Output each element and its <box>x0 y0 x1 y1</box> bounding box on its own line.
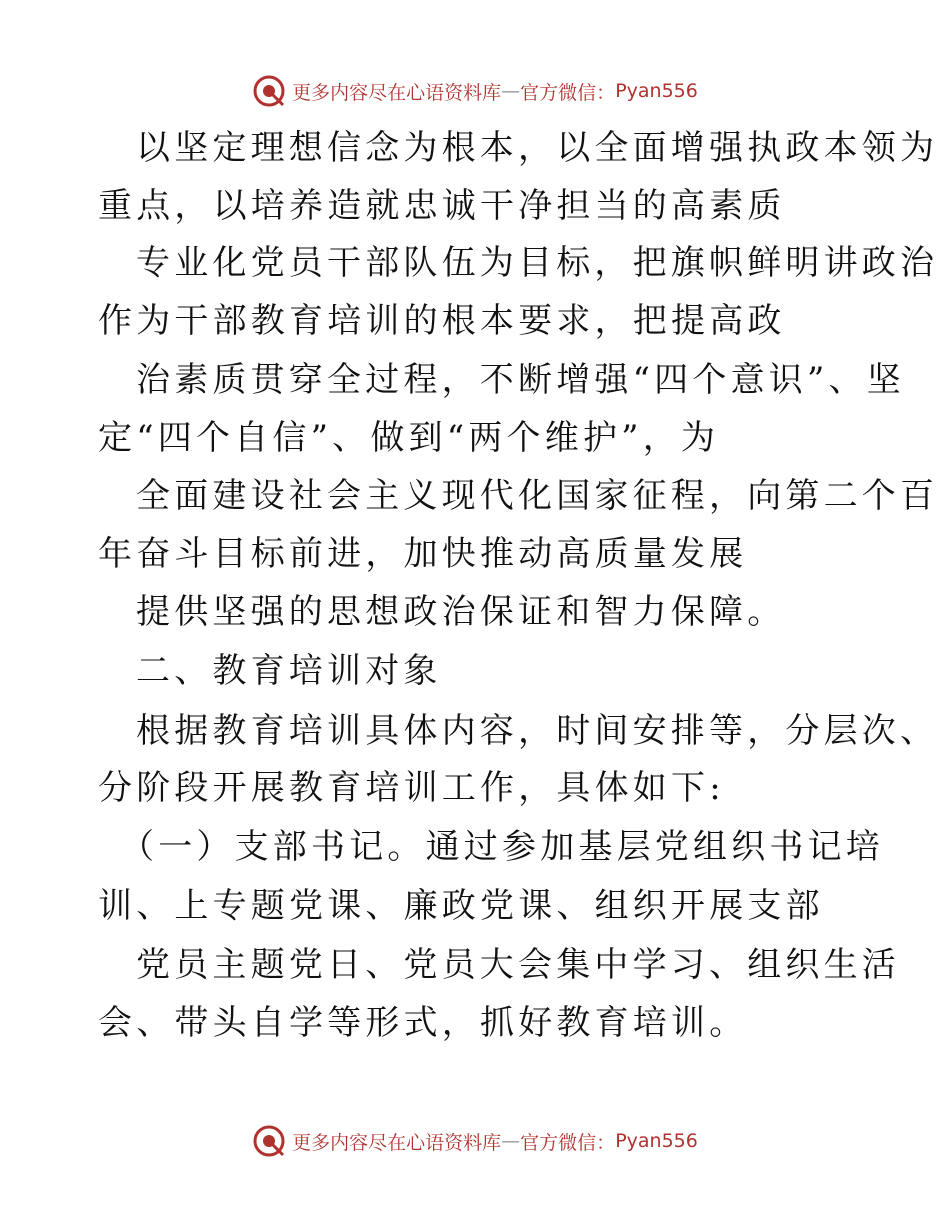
watermark-wechat-id: Pyan556 <box>615 1130 698 1152</box>
text-line: 重点，以培养造就忠诚干净担当的高素质 <box>98 186 786 226</box>
text-line: 专业化党员干部队伍为目标，把旗帜鲜明讲政治 <box>136 243 939 283</box>
watermark-separator: — <box>501 1130 521 1152</box>
watermark-separator: — <box>501 80 521 102</box>
text-line: 以坚定理想信念为根本，以全面增强执政本领为 <box>136 128 939 168</box>
text-line: 分阶段开展教育培训工作，具体如下: <box>98 768 725 808</box>
text-line: 训、上专题党课、廉政党课、组织开展支部 <box>98 886 824 926</box>
text-line: 定“四个自信”、做到“两个维护”，为 <box>98 418 720 458</box>
text-line: 全面建设社会主义现代化国家征程，向第二个百 <box>136 476 939 516</box>
watermark-header <box>0 71 950 111</box>
text-line: 提供坚强的思想政治保证和智力保障。 <box>136 592 786 632</box>
text-line: 会、带头自学等形式，抓好教育培训。 <box>98 1003 748 1043</box>
text-line: 治素质贯穿全过程，不断增强“四个意识”、坚 <box>136 360 905 400</box>
watermark-wechat-id: Pyan556 <box>615 80 698 102</box>
brand-logo-icon <box>252 74 286 108</box>
text-line: 作为干部教育培训的根本要求，把提高政 <box>98 301 786 341</box>
watermark-wechat-label: 官方微信： <box>520 1131 616 1154</box>
section-heading: 二、教育培训对象 <box>136 651 442 691</box>
watermark-wechat-label: 官方微信： <box>520 81 616 104</box>
text-line: 党员主题党日、党员大会集中学习、组织生活 <box>136 945 900 985</box>
brand-logo-icon <box>252 1124 286 1158</box>
text-line: 根据教育培训具体内容，时间安排等，分层次、 <box>136 711 939 751</box>
text-line: 年奋斗目标前进，加快推动高质量发展 <box>98 534 748 574</box>
watermark-footer <box>0 1121 950 1161</box>
watermark-text: 更多内容尽在心语资料库 <box>292 1131 502 1154</box>
watermark-text: 更多内容尽在心语资料库 <box>292 81 502 104</box>
text-line: （一）支部书记。通过参加基层党组织书记培 <box>120 827 884 867</box>
